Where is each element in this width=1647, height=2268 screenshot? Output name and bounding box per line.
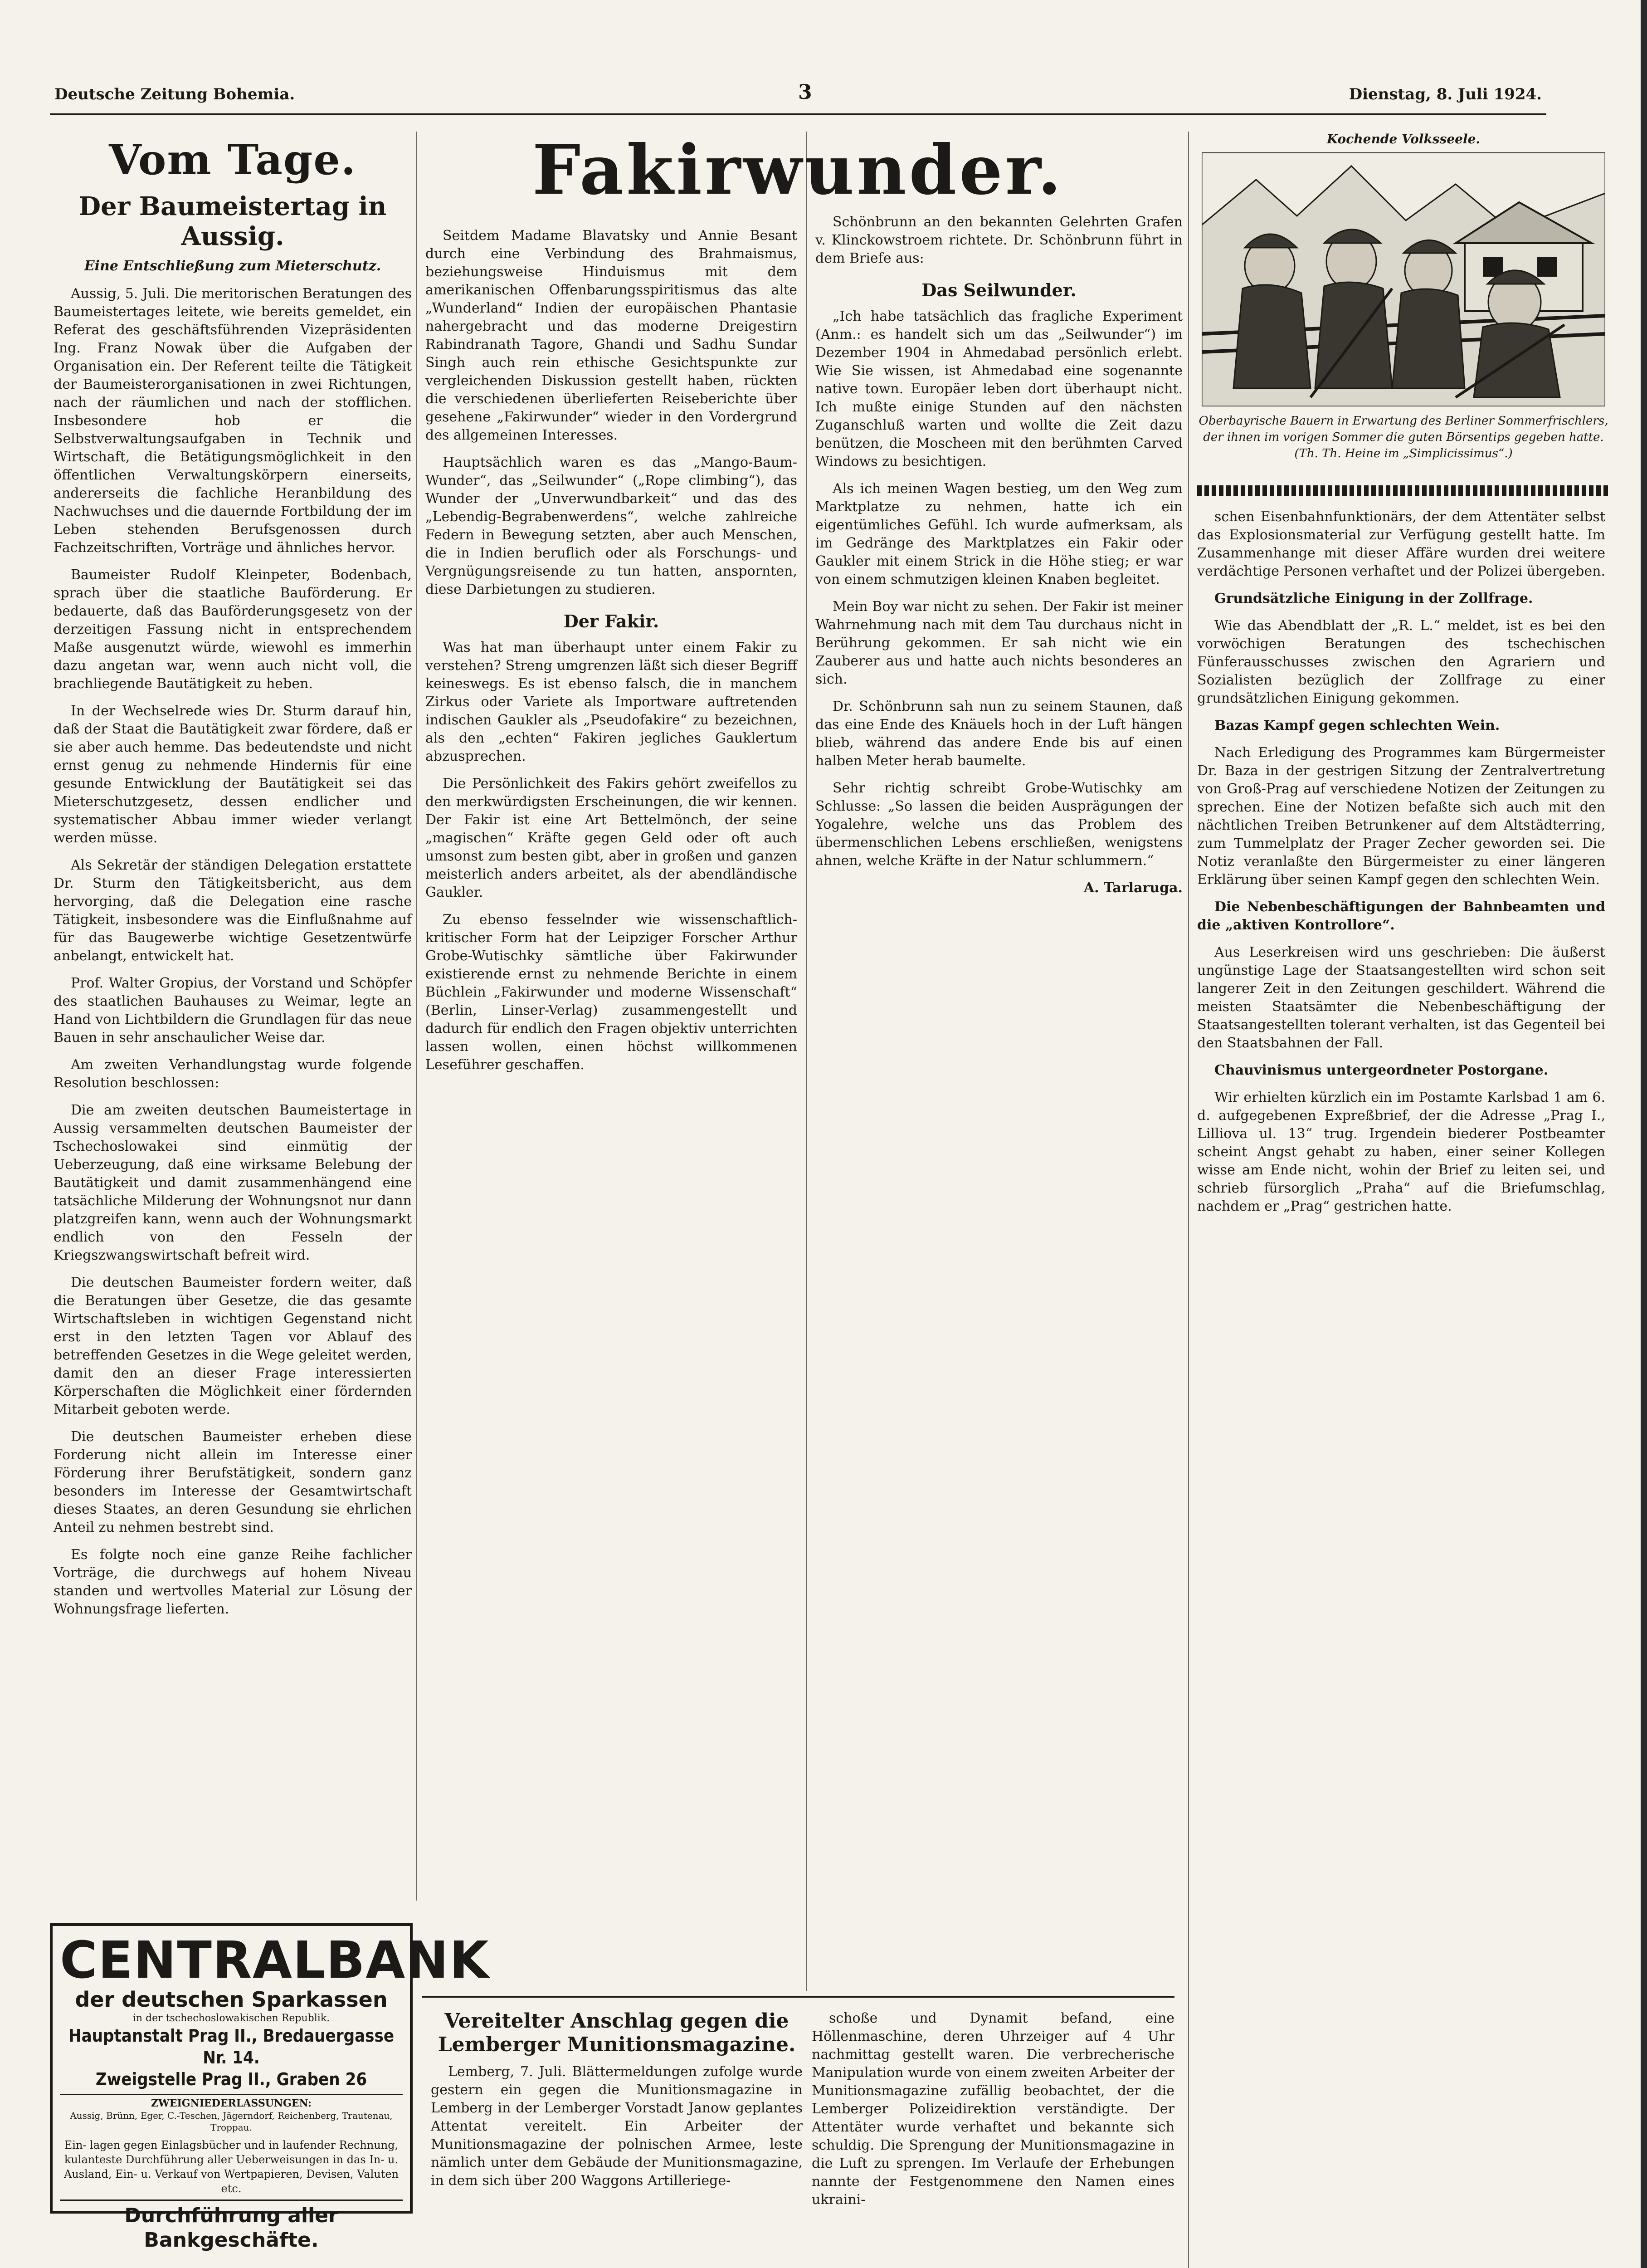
- ad-slogan: Durchführung aller Bankgeschäfte.: [60, 2200, 403, 2253]
- lemberg-headline: Vereitelter Anschlag gegen die Lemberger Munitionsmagazine.: [438, 2009, 796, 2056]
- header-rule: [50, 113, 1546, 115]
- column-fakirwunder-1: [425, 227, 797, 1083]
- column-fakirwunder-2: [815, 213, 1183, 906]
- paragraph: Die Persönlichkeit des Fakirs gehört zweifellos zu den merkwürdigsten Erscheinungen, die wir kennen. Der Fakir ist eine Art Bettelmönch, der seine „magischen“ Kräfte gegen Geld oder oft auch umsonst zum besten gibt, aber in großen und ganzen meisterlich anders arbeitet, als der abendländische Gaukler.: [425, 776, 797, 900]
- paragraph: Wie das Abendblatt der „R. L.“ meldet, ist es bei den vorwöchigen Beratungen des tschechischen Fünferausschusses zwischen den Agrariern und Sozialisten bezüglich der Zollfrage zu einer grundsätzlichen Einigung gekommen.: [1197, 618, 1605, 706]
- ad-branch-list: Aussig, Brünn, Eger, C.-Teschen, Jägerndorf, Reichenberg, Trautenau, Troppau.: [70, 2110, 393, 2133]
- news-kicker: Bazas Kampf gegen schlechten Wein.: [1214, 718, 1500, 733]
- paragraph: Als ich meinen Wagen bestieg, um den Weg zum Marktplatze zu nehmen, hatte ich ein eigentümliches Gefühl. Ich wurde aufmerksam, als im Gedränge des Marktplatzes ein Fakir oder Gaukler mit einem Strick in die Höhe stieg; er war von einem schmutzigen kleinen Knaben begleitet.: [815, 481, 1183, 587]
- column-rule: [806, 132, 807, 1991]
- paragraph: Aussig, 5. Juli. Die meritorischen Beratungen des Baumeistertages leitete, wie bereits gemeldet, ein Referat des geschäftsführenden Vizepräsidenten Ing. Franz Nowak über die Aufgaben der Organisation ein. Der Referent teilte die Tätigkeit der Baumeisterorganisationen in zwei Richtungen, nach der räumlichen und nach der stofflichen. Insbesondere hob er die Selbstverwaltungsaufgaben in Technik und Wirtschaft, die Betätigungsmöglichkeit in den öffentlichen Verwaltungskörpern einerseits, andererseits die fachliche Heranbildung des Nachwuchses und die dauernde Fortbildung der im Leben stehenden Berufsgenossen durch Fachzeitschriften, Vorträge und ähnliches hervor.: [54, 286, 412, 556]
- cartoon-caption: Oberbayrische Bauern in Erwartung des Berliner Sommerfrischlers, der ihnen im vorigen Sommer die guten Börsentips gegeben hatte. (Th. Th. Heine im „Simplicissimus“.): [1199, 414, 1608, 460]
- paragraph: Mein Boy war nicht zu sehen. Der Fakir ist meiner Wahrnehmung nach mit dem Tau durchaus nicht in Berührung gekommen. Er sah nicht wie ein Zauberer aus und hatte auch nichts besonderes an sich.: [815, 599, 1183, 687]
- paragraph: [1197, 717, 1605, 735]
- paragraph: Nach Erledigung des Programmes kam Bürgermeister Dr. Baza in der gestrigen Sitzung der Zentralvertretung von Groß-Prag auf verschiedene Notizen der Zeitungen zu sprechen. Eine der Notizen befaßte sich auch mit den nächtlichen Treiben Betrunkener auf dem Altstädterring, zum Tummelplatz der Prager Zecher geworden sei. Die Notiz veranlaßte den Bürgermeister zu einer längeren Erklärung über seinen Kampf gegen den schlechten Wein.: [1197, 745, 1605, 888]
- ad-country: in der tschechoslowakischen Republik.: [132, 2013, 330, 2024]
- paragraph: Am zweiten Verhandlungstag wurde folgende Resolution beschlossen:: [54, 1057, 412, 1091]
- paragraph: Die deutschen Baumeister erheben diese Forderung nicht allein im Interesse einer Förderung ihrer Berufstätigkeit, sondern ganz besonders im Interesse der Gesamtwirtschaft dieses Staates, an deren Gesundung sie ehrlichen Anteil zu nehmen bestrebt sind.: [54, 1429, 412, 1535]
- paragraph: Aus Leserkreisen wird uns geschrieben: Die äußerst ungünstige Lage der Staatsangestellten wird schon seit langerer Zeit in den Zeitungen geschildert. Während die meisten Staatsämter die Nebenbeschäftigung der Staatsangestellten tolerant verhalten, ist das Gegenteil bei den Staatsbahnen der Fall.: [1197, 944, 1605, 1051]
- issue-date: Dienstag, 8. Juli 1924.: [1349, 85, 1542, 103]
- newspaper-name: Deutsche Zeitung Bohemia.: [54, 85, 295, 103]
- ad-bank-name: CENTRALBANK: [60, 1931, 490, 1990]
- ad-head-office: Hauptanstalt Prag II., Bredauergasse Nr. 14.: [68, 2026, 395, 2068]
- paragraph: Als Sekretär der ständigen Delegation erstattete Dr. Sturm den Tätigkeitsbericht, aus dem hervorging, daß die Delegation eine rasche Tätigkeit, insbesondere was die Einflußnahme auf für das Baugewerbe wichtige Gesetzentwürfe anbelangt, entwickelt hat.: [54, 857, 412, 964]
- feature-headline: Fakirwunder.: [532, 130, 1064, 210]
- author-signature: A. Tarlaruga.: [1083, 880, 1183, 896]
- news-kicker: Die Nebenbeschäftigungen der Bahnbeamten und die „aktiven Kontrollore“.: [1197, 899, 1605, 933]
- ad-branches-heading: ZWEIGNIEDERLASSUNGEN:: [60, 2094, 403, 2110]
- paragraph: [1197, 1061, 1605, 1080]
- paragraph: schoße und Dynamit befand, eine Höllenmaschine, deren Uhrzeiger auf 4 Uhr nachmittag gestellt waren. Die verbrecherische Manipulation wurde von einem zweiten Arbeiter der Munitionsmagazine zufällig beobachtet, der die Lemberger Polizeidirektion verständigte. Der Attentäter wurde verhaftet und bekannte sich schuldig. Die Sprengung der Munitionsmagazine in die Luft zu sprengen. Im Verlaufe der Erhebungen nannte der Festgenommene den Namen eines ukraini-: [812, 2010, 1174, 2208]
- paragraph: [1197, 898, 1605, 934]
- story-rule: [422, 1996, 1174, 1998]
- paragraph: Hauptsächlich waren es das „Mango-Baum-Wunder“, das „Seilwunder“ („Rope climbing“), das Wunder der „Unverwundbarkeit“ und das des „Lebendig-Begrabenwerdens“, welche zahlreiche Federn in Bewegung setzten, aber auch Menschen, die in Indien beruflich oder als Forschungs- und Vergnügungsreisende zu tun hatten, anspornten, diese Darbietungen zu studieren.: [425, 455, 797, 597]
- paragraph: Zu ebenso fesselnder wie wissenschaftlich-kritischer Form hat der Leipziger Forscher Arthur Grobe-Wutischky sämtliche über Fakirwunder existierende ernst zu nehmende Berichte in einem Büchlein „Fakirwunder und moderne Wissenschaft“ (Berlin, Linser-Verlag) zusammengestellt und dadurch für endlich den Fragen objektiv unterrichten lassen wollen, einen höchst willkommenen Leseführer geschaffen.: [425, 912, 797, 1073]
- article-kicker: Eine Entschließung zum Mieterschutz.: [84, 258, 381, 274]
- news-kicker: Grundsätzliche Einigung in der Zollfrage.: [1214, 591, 1533, 606]
- column-rule: [1188, 132, 1189, 2268]
- running-header: [54, 81, 1542, 108]
- paragraph: Lemberg, 7. Juli. Blättermeldungen zufolge wurde gestern ein gegen die Munitionsmagazine in Lemberg in der Lemberger Vorstadt Janow geplantes Attentat vereitelt. Ein Arbeiter der Munitionsmagazine der polnischen Armee, leste nämlich unter dem Gebäude der Munitionsmagazine, in dem sich über 200 Waggons Artilleriege-: [431, 2064, 803, 2189]
- news-kicker: Chauvinismus untergeordneter Postorgane.: [1214, 1062, 1549, 1078]
- paragraph: Sehr richtig schreibt Grobe-Wutischky am Schlusse: „So lassen die beiden Ausprägungen der Yogalehre, welche uns das Problem des übermenschlichen Lebens erschließen, wenigstens ahnen, welche Kräfte in der Natur schlummern.“: [815, 780, 1183, 869]
- section-title: Vom Tage.: [109, 135, 356, 184]
- decorative-rule: [1197, 485, 1610, 496]
- paragraph: Schönbrunn an den bekannten Gelehrten Grafen v. Klinckowstroem richtete. Dr. Schönbrunn führt in dem Briefe aus:: [815, 214, 1183, 266]
- paragraph: Baumeister Rudolf Kleinpeter, Bodenbach, sprach über die staatliche Bauförderung. Er bedauerte, daß das Bauförderungsgesetz von der derzeitigen Fassung nicht in entsprechendem Maße ausgenutzt würde, wiewohl es immerhin dazu angetan war, wenn auch nicht voll, die brachliegende Bautätigkeit zu heben.: [54, 567, 412, 692]
- article-headline: Der Baumeistertag in Aussig.: [78, 191, 387, 251]
- ad-subtitle: der deutschen Sparkassen: [75, 1987, 388, 2012]
- paragraph: Dr. Schönbrunn sah nun zu seinem Staunen, daß das eine Ende des Knäuels hoch in der Luft hängen blieb, während das andere Ende bis auf einen halben Meter herab baumelte.: [815, 699, 1183, 769]
- paragraph: Die am zweiten deutschen Baumeistertage in Aussig versammelten deutschen Baumeister der Tschechoslowakei sind einmütig der Ueberzeugung, daß eine wirksame Belebung der Bautätigkeit und damit zusammenhängend eine tatsächliche Milderung der Wohnungsnot nur dann platzgreifen kann, wenn auch der Wohnungsmarkt endlich von den Fesseln der Kriegszwangswirtschaft befreit wird.: [54, 1102, 412, 1263]
- ad-services: Ein- lagen gegen Einlagsbücher und in laufender Rechnung, kulanteste Durchführung aller Ueberweisungen in das In- u. Ausland, Ein- u. Verkauf von Wertpapieren, Devisen, Valuten etc.: [63, 2139, 399, 2195]
- section-heading: Das Seilwunder.: [921, 280, 1077, 300]
- column-vom-tage: [54, 132, 412, 1628]
- paragraph: Die deutschen Baumeister fordern weiter, daß die Beratungen über Gesetze, die das gesamte Wirtschaftsleben in wichtigen Gegenstand nicht erst in den letzten Tagen vor Ablauf des betreffenden Gesetzes in die Wege geleitet werden, damit den an dieser Frage interessierten Körperschaften die Möglichkeit einer fördernden Mitarbeit geboten werde.: [54, 1275, 412, 1418]
- section-heading: Der Fakir.: [563, 611, 659, 631]
- paragraph: Seitdem Madame Blavatsky und Annie Besant durch eine Verbindung des Brahmaismus, beziehungsweise Hinduismus mit dem amerikanischen Offenbarungsspiritismus das alte „Wunderland“ Indien der europäischen Phantasie nahergebracht und das moderne Dreigestirn Rabindranath Tagore, Ghandi und Sadhu Sundar Singh auch rein ethische Gesichtspunkte zur vergleichenden Diskussion gestellt haben, rückten die verschiedenen überlieferten Reiseberichte über gesehene „Fakirwunder“ wieder in den Vordergrund des allgemeinen Interesses.: [425, 228, 797, 443]
- paragraph: Prof. Walter Gropius, der Vorstand und Schöpfer des staatlichen Bauhauses zu Weimar, legte an Hand von Lichtbildern die Grundlagen für das neue Bauen in sehr anschaulicher Weise dar.: [54, 975, 412, 1046]
- column-rule: [416, 132, 417, 1901]
- paragraph: schen Eisenbahnfunktionärs, der dem Attentäter selbst das Explosionsmaterial zur Verfügung gestellt hatte. Im Zusammenhange mit dieser Affäre wurden drei weitere verdächtige Personen verhaftet und der Polizei übergeben.: [1197, 509, 1605, 579]
- paragraph: Es folgte noch eine ganze Reihe fachlicher Vorträge, die durchwegs auf hohem Niveau standen und wertvolles Material zur Lösung der Wohnungsfrage lieferten.: [54, 1547, 412, 1617]
- column-news: [1197, 508, 1605, 1225]
- cartoon-illustration: [1202, 152, 1605, 406]
- paragraph: Wir erhielten kürzlich ein im Postamte Karlsbad 1 am 6. d. aufgegebenen Expreßbrief, der die Adresse „Prag I., Lilliova ul. 13“ trug. Irgendein biederer Postbeamter scheint Angst gehabt zu haben, einer seiner Kollegen wisse am Ende nicht, wohin der Brief zu leiten sei, und schrieb fürsorglich „Praha“ auf die Briefumschlag, nachdem er „Prag“ gestrichen hatte.: [1197, 1090, 1605, 1214]
- centralbank-advertisement: [50, 1923, 490, 2252]
- paragraph: Was hat man überhaupt unter einem Fakir zu verstehen? Streng umgrenzen läßt sich dieser Begriff keineswegs. Es ist ebenso falsch, die in manchem Zirkus oder Variete als Importware auftretenden indischen Gaukler als „Pseudofakire“ zu bezeichnen, als den „echten“ Fakiren jegliches Gauklertum abzusprechen.: [425, 640, 797, 764]
- paragraph: [1197, 590, 1605, 608]
- page-number: 3: [798, 81, 812, 104]
- cartoon-box: [1197, 132, 1610, 503]
- scan-edge: [1641, 0, 1647, 2268]
- lemberg-story-right: [812, 2009, 1174, 2218]
- paragraph: „Ich habe tatsächlich das fragliche Experiment (Anm.: es handelt sich um das „Seilwunder“) im Dezember 1904 in Ahmedabad persönlich erlebt. Wie Sie wissen, ist Ahmedabad eine sogenannte native town. Europäer leben dort überhaupt nicht. Ich mußte einige Stunden auf den nächsten Zuganschluß warten und wollte die Zeit dazu benützen, die Moscheen mit den berühmten Carved Windows zu besichtigen.: [815, 308, 1183, 469]
- ad-branch: Zweigstelle Prag II., Graben 26: [95, 2069, 367, 2089]
- lemberg-story-left: [431, 2009, 803, 2199]
- cartoon-title: Kochende Volksseele.: [1326, 132, 1481, 147]
- paragraph: In der Wechselrede wies Dr. Sturm darauf hin, daß der Staat die Bautätigkeit zwar fördere, daß er sie aber auch hemme. Das bedeutendste und nicht ernst genug zu nehmende Hindernis für eine gesunde Entwicklung der Bautätigkeit sei das Mieterschutzgesetz, dessen endlicher und systematischer Abbau immer wieder verlangt werden müsse.: [54, 703, 412, 846]
